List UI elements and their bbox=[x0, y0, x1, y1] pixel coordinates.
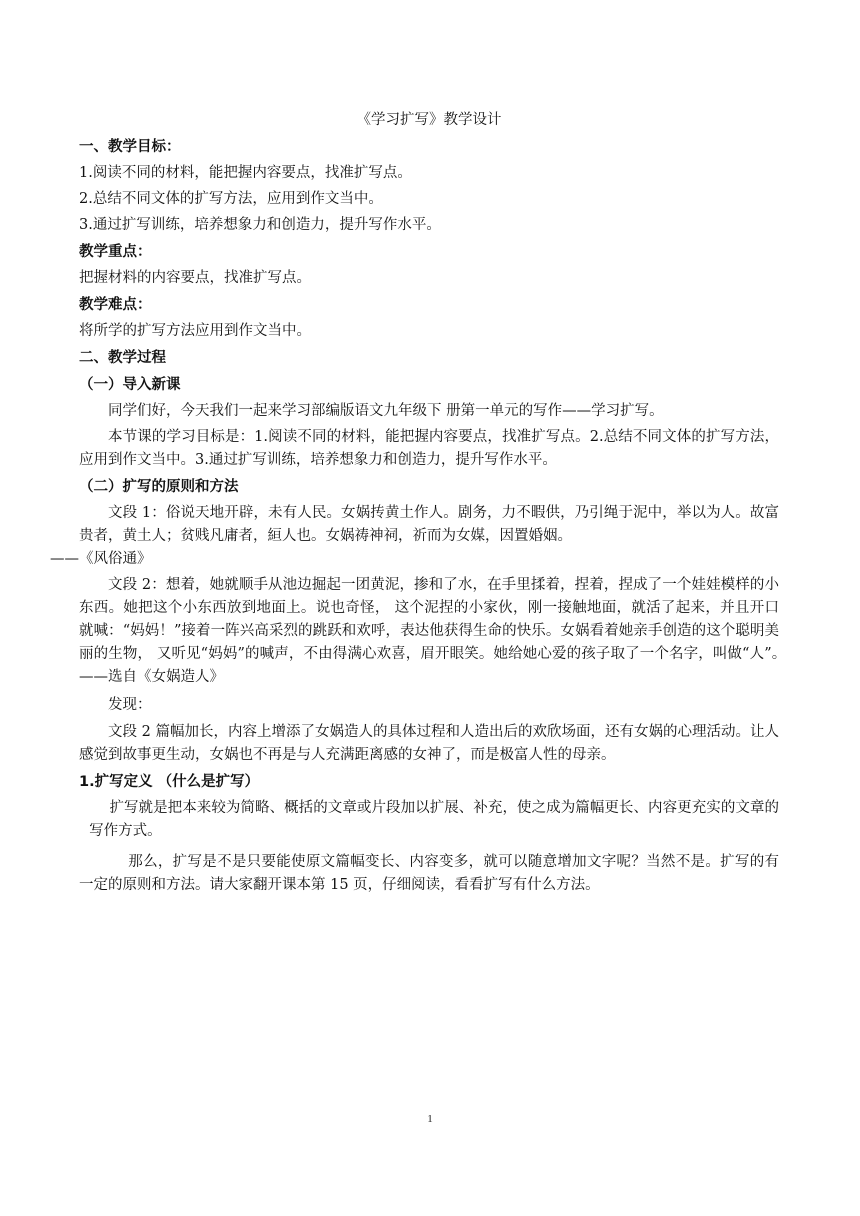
definition-text: 扩写就是把本来较为简略、概括的文章或片段加以扩展、补充，使之成为篇幅更长、内容更充实的文章的写作方式。 bbox=[89, 800, 779, 839]
passage-1 bbox=[50, 502, 779, 571]
difficulty-heading: 教学难点： bbox=[79, 297, 152, 313]
objective-item: 3.通过扩写训练，培养想象力和创造力，提升写作水平。 bbox=[79, 217, 441, 233]
key-point-text: 把握材料的内容要点，找准扩写点。 bbox=[79, 270, 311, 286]
objective-item: 1.阅读不同的材料，能把握内容要点，找准扩写点。 bbox=[79, 165, 412, 181]
subsection-heading-methods: （二）扩写的原则和方法 bbox=[79, 479, 239, 495]
difficulty-text: 将所学的扩写方法应用到作文当中。 bbox=[79, 323, 311, 339]
discovery-text: 文段 2 篇幅加长，内容上增添了女娲造人的具体过程和人造出后的欢欣场面，还有女娲的心理活动。让人感觉到故事更生动，女娲也不再是与人充满距离感的女神了，而是极富人性的母亲。 bbox=[79, 724, 779, 763]
section-heading-process: 二、教学过程 bbox=[79, 350, 166, 366]
section-heading-objectives: 一、教学目标： bbox=[79, 139, 181, 155]
definition-heading: 1.扩写定义 （什么是扩写） bbox=[79, 774, 260, 790]
page-number: 1 bbox=[427, 1113, 433, 1125]
intro-paragraph: 本节课的学习目标是：1.阅读不同的材料，能把握内容要点，找准扩写点。2.总结不同文体的扩写方法，应用到作文当中。3.通过扩写训练，培养想象力和创造力，提升写作水平。 bbox=[79, 429, 779, 468]
intro-paragraph: 同学们好，今天我们一起来学习部编版语文九年级下 册第一单元的写作——学习扩写。 bbox=[108, 403, 664, 419]
passage-1-source: ——《风俗通》 bbox=[50, 551, 152, 567]
key-point-heading: 教学重点： bbox=[79, 244, 152, 260]
discovery-label: 发现： bbox=[108, 697, 152, 713]
document-title: 《学习扩写》教学设计 bbox=[356, 112, 502, 128]
subsection-heading-intro: （一）导入新课 bbox=[79, 377, 181, 393]
objective-item: 2.总结不同文体的扩写方法，应用到作文当中。 bbox=[79, 191, 383, 207]
passage-1-text: 文段 1：俗说天地开辟，未有人民。女娲抟黄土作人。剧务，力不暇供，乃引绳于泥中，举以为人。故富贵者，黄土人；贫贱凡庸者，絙人也。女娲祷神祠，祈而为女媒，因置婚姻。 bbox=[79, 505, 779, 544]
document-body bbox=[50, 109, 813, 900]
passage-2: 文段 2：想着，她就顺手从池边掘起一团黄泥，掺和了水，在手里揉着，捏着，捏成了一个娃娃模样的小东西。她把这个小东西放到地面上。说也奇怪， 这个泥捏的小家伙，刚一接触地面，就活了起来，并且开口就喊：“妈妈！”接着一阵兴高采烈的跳跃和欢呼，表达他获得生命的快乐。女娲看着她亲手创造的这个聪明美丽的生物， 又听见“妈妈”的喊声，不由得满心欢喜，眉开眼笑。她给她心爱的孩子取了一个名字，叫做“人”。 ——选自《女娲造人》 bbox=[79, 577, 813, 685]
closing-paragraph: 那么，扩写是不是只要能使原文篇幅变长、内容变多，就可以随意增加文字呢？当然不是。扩写的有一定的原则和方法。请大家翻开课本第 15 页，仔细阅读，看看扩写有什么方法。 bbox=[79, 854, 779, 893]
